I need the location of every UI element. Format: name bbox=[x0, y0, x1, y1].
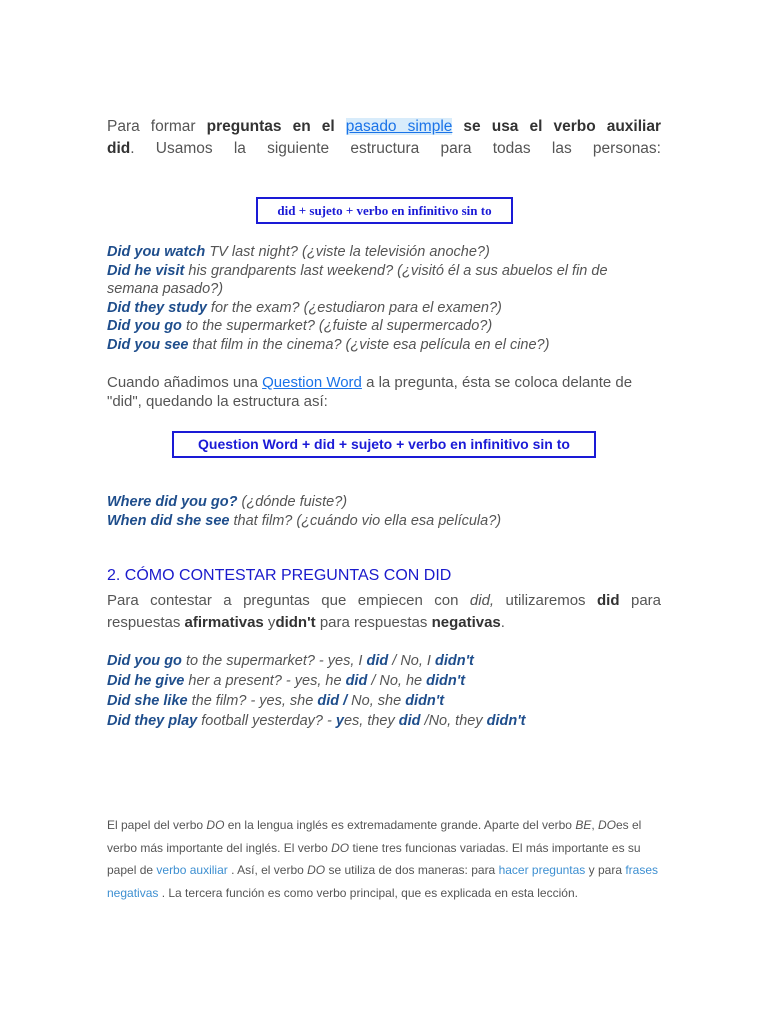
example-row bbox=[107, 651, 661, 671]
example-question: Did you go bbox=[107, 318, 182, 334]
answer-examples bbox=[107, 651, 661, 731]
answer-text: utilizaremos bbox=[494, 592, 598, 609]
answer-text: para bbox=[619, 592, 661, 609]
example-row bbox=[107, 711, 661, 731]
example-row bbox=[107, 299, 661, 318]
did-structure-formula: did + sujeto + verbo en infinitivo sin to bbox=[256, 197, 513, 224]
example-question: Did they play bbox=[107, 713, 198, 729]
example-question: Did he visit bbox=[107, 262, 185, 279]
answer-line-1 bbox=[107, 590, 661, 612]
hacer-preguntas-link[interactable]: hacer preguntas bbox=[498, 863, 586, 877]
intro-text: Para formar bbox=[107, 118, 207, 135]
intro-line-2 bbox=[107, 138, 661, 160]
footer-italic-be: BE bbox=[575, 818, 592, 832]
question-word-link[interactable]: Question Word bbox=[262, 374, 362, 391]
example-translation: for the exam? (¿estudiaron para el examen?) bbox=[206, 299, 502, 316]
example-text: to the supermarket? - yes, I bbox=[181, 653, 367, 669]
example-answer-didnt: didn't bbox=[486, 713, 526, 729]
answer-bold-afirmativas: afirmativas bbox=[184, 614, 264, 631]
answer-bold-did: did bbox=[597, 592, 620, 609]
footer-text: El papel del verbo bbox=[107, 818, 207, 832]
example-translation: TV last night? (¿viste la televisión anoche?) bbox=[205, 244, 490, 260]
answer-text: para respuestas bbox=[315, 614, 432, 631]
answer-text: y bbox=[263, 614, 276, 631]
footer-text: . Así, el verbo bbox=[227, 863, 308, 877]
example-translation: his grandparents last weekend? (¿visitó él a sus abuelos el fin de semana pasado?) bbox=[107, 262, 608, 297]
qword-text: a la pregunta, ésta se coloca delante de "did", quedando la estructura así: bbox=[107, 374, 633, 410]
answer-line-2 bbox=[107, 614, 505, 631]
footer-italic-do: DO bbox=[331, 840, 350, 855]
example-answer-didnt: didn't bbox=[434, 653, 474, 669]
example-row bbox=[107, 243, 661, 262]
example-answer-did: did bbox=[345, 673, 368, 689]
answer-text: Para contestar a preguntas que empiecen con bbox=[107, 592, 470, 609]
example-answer-did: did bbox=[366, 653, 389, 669]
example-question: When did she see bbox=[107, 513, 230, 529]
example-text: es, they bbox=[343, 713, 399, 729]
answer-paragraph bbox=[107, 590, 661, 634]
example-row bbox=[107, 691, 661, 711]
example-text: /No, they bbox=[420, 713, 487, 729]
example-question: Did she like bbox=[107, 693, 188, 709]
example-row bbox=[107, 262, 661, 299]
example-translation: to the supermarket? (¿fuiste al supermercado?) bbox=[181, 318, 493, 334]
frases-negativas-link[interactable]: frases negativas bbox=[107, 863, 659, 900]
example-answer-did: did / bbox=[317, 693, 348, 709]
example-answer-didnt: didn't bbox=[426, 673, 466, 689]
example-answer-y: y bbox=[335, 713, 344, 729]
intro-bold-text: preguntas en el bbox=[206, 118, 346, 135]
example-answer-didnt: didn't bbox=[405, 693, 445, 709]
example-row bbox=[107, 493, 661, 512]
example-question: Did you watch bbox=[107, 244, 206, 260]
example-question: Where did you go? bbox=[107, 494, 238, 510]
example-text: / No, he bbox=[367, 673, 427, 689]
example-translation: (¿dónde fuiste?) bbox=[237, 494, 348, 510]
example-question: Did he give bbox=[107, 673, 185, 689]
footer-text: es el verbo más importante del inglés. El verbo bbox=[107, 818, 642, 855]
footer-text: y para bbox=[585, 863, 626, 877]
footer-text: , bbox=[591, 818, 598, 832]
example-question: Did you see bbox=[107, 336, 189, 353]
footer-text: en la lengua inglés es extremadamente grande. Aparte del verbo bbox=[224, 818, 576, 832]
footer-italic-do: DO bbox=[307, 863, 326, 877]
answer-italic-did: did, bbox=[469, 592, 495, 609]
question-word-paragraph bbox=[107, 373, 661, 411]
qword-text: Cuando añadimos una bbox=[107, 374, 263, 391]
example-row bbox=[107, 336, 661, 355]
footer-paragraph bbox=[107, 814, 661, 904]
question-word-examples bbox=[107, 493, 661, 531]
intro-text: . Usamos la siguiente estructura para todas las personas: bbox=[130, 140, 661, 157]
example-text: football yesterday? - bbox=[197, 713, 336, 729]
answer-bold-negativas: negativas bbox=[431, 614, 501, 631]
example-text: No, she bbox=[347, 693, 406, 709]
example-text: her a present? - yes, he bbox=[184, 673, 346, 689]
intro-did-bold: did bbox=[107, 140, 131, 157]
example-translation: that film? (¿cuándo vio ella esa película?) bbox=[229, 513, 502, 529]
intro-paragraph bbox=[107, 116, 661, 160]
example-text: the film? - yes, she bbox=[187, 693, 318, 709]
answer-bold-didnt: didn't bbox=[275, 614, 316, 631]
example-question: Did they study bbox=[107, 299, 207, 316]
example-answer-did: did bbox=[398, 713, 421, 729]
question-word-formula: Question Word + did + sujeto + verbo en infinitivo sin to bbox=[172, 431, 596, 458]
example-row bbox=[107, 671, 661, 691]
did-question-examples bbox=[107, 243, 661, 354]
footer-text: se utiliza de dos maneras: para bbox=[325, 863, 499, 877]
example-row bbox=[107, 512, 661, 531]
footer-text: tiene tres funcionas variadas. El más importante es su papel de bbox=[107, 840, 641, 877]
pasado-simple-link[interactable]: pasado simple bbox=[345, 118, 453, 135]
intro-line-1 bbox=[107, 116, 661, 138]
footer-italic-do: DO bbox=[206, 818, 225, 832]
answer-text: respuestas bbox=[107, 614, 185, 631]
footer-italic-do: DO bbox=[598, 818, 616, 832]
section-heading: 2. CÓMO CONTESTAR PREGUNTAS CON DID bbox=[107, 567, 452, 584]
example-row bbox=[107, 317, 661, 336]
intro-bold-text: se usa el verbo auxiliar bbox=[452, 118, 661, 135]
example-question: Did you go bbox=[107, 653, 182, 669]
answer-text: . bbox=[500, 614, 505, 631]
example-translation: that film in the cinema? (¿viste esa película en el cine?) bbox=[188, 336, 550, 353]
footer-text: . La tercera función es como verbo principal, que es explicada en esta lección. bbox=[158, 885, 578, 900]
example-text: / No, I bbox=[388, 653, 435, 669]
verbo-auxiliar-link[interactable]: verbo auxiliar bbox=[156, 863, 228, 877]
